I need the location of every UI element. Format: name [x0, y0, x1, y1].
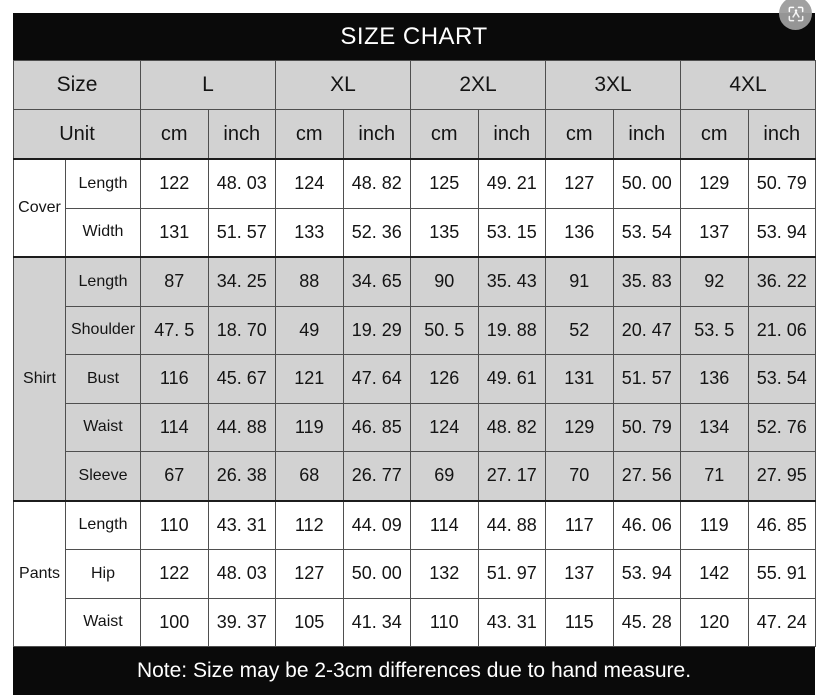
- value-cell: 51. 57: [613, 355, 681, 404]
- value-cell: 43. 31: [478, 598, 546, 647]
- value-cell: 136: [681, 355, 749, 404]
- value-cell: 136: [546, 208, 614, 257]
- value-cell: 41. 34: [343, 598, 411, 647]
- value-cell: 124: [276, 159, 344, 208]
- unit-cell: cm: [276, 110, 344, 160]
- value-cell: 92: [681, 257, 749, 306]
- size-table: [13, 60, 816, 647]
- value-cell: 114: [141, 403, 209, 452]
- value-cell: 26. 77: [343, 452, 411, 501]
- value-cell: 34. 25: [208, 257, 276, 306]
- value-cell: 51. 97: [478, 550, 546, 599]
- value-cell: 53. 54: [748, 355, 816, 404]
- size-chart-sheet: [13, 13, 815, 695]
- unit-cell: inch: [748, 110, 816, 160]
- size-header-label: Size: [14, 61, 141, 110]
- value-cell: 112: [276, 501, 344, 550]
- value-cell: 27. 95: [748, 452, 816, 501]
- measurement-label: Waist: [66, 403, 141, 452]
- value-cell: 52. 36: [343, 208, 411, 257]
- value-cell: 70: [546, 452, 614, 501]
- value-cell: 67: [141, 452, 209, 501]
- section-label-pants: Pants: [14, 501, 66, 647]
- value-cell: 44. 09: [343, 501, 411, 550]
- value-cell: 68: [276, 452, 344, 501]
- table-row: [14, 598, 816, 647]
- value-cell: 51. 57: [208, 208, 276, 257]
- value-cell: 35. 43: [478, 257, 546, 306]
- value-cell: 20. 47: [613, 306, 681, 355]
- value-cell: 131: [141, 208, 209, 257]
- table-row: [14, 403, 816, 452]
- value-cell: 53. 94: [748, 208, 816, 257]
- section-label-cover: Cover: [14, 159, 66, 257]
- unit-cell: cm: [681, 110, 749, 160]
- note-text: Note: Size may be 2-3cm differences due to hand measure.: [136, 659, 692, 682]
- value-cell: 69: [411, 452, 479, 501]
- value-cell: 87: [141, 257, 209, 306]
- value-cell: 105: [276, 598, 344, 647]
- table-row: [14, 257, 816, 306]
- value-cell: 47. 5: [141, 306, 209, 355]
- value-cell: 52. 76: [748, 403, 816, 452]
- unit-header-row: [14, 110, 816, 160]
- value-cell: 34. 65: [343, 257, 411, 306]
- section-label-shirt: Shirt: [14, 257, 66, 501]
- value-cell: 124: [411, 403, 479, 452]
- value-cell: 21. 06: [748, 306, 816, 355]
- value-cell: 49. 21: [478, 159, 546, 208]
- value-cell: 35. 83: [613, 257, 681, 306]
- table-row: [14, 159, 816, 208]
- value-cell: 45. 67: [208, 355, 276, 404]
- value-cell: 100: [141, 598, 209, 647]
- value-cell: 120: [681, 598, 749, 647]
- value-cell: 26. 38: [208, 452, 276, 501]
- value-cell: 46. 06: [613, 501, 681, 550]
- table-row: [14, 452, 816, 501]
- table-row: [14, 355, 816, 404]
- size-header-xl: XL: [276, 61, 411, 110]
- value-cell: 122: [141, 159, 209, 208]
- value-cell: 47. 24: [748, 598, 816, 647]
- value-cell: 18. 70: [208, 306, 276, 355]
- value-cell: 121: [276, 355, 344, 404]
- size-header-row: [14, 61, 816, 110]
- value-cell: 119: [276, 403, 344, 452]
- measurement-label: Width: [66, 208, 141, 257]
- value-cell: 134: [681, 403, 749, 452]
- unit-cell: inch: [613, 110, 681, 160]
- value-cell: 48. 03: [208, 550, 276, 599]
- value-cell: 91: [546, 257, 614, 306]
- value-cell: 142: [681, 550, 749, 599]
- image-search-icon: [786, 4, 806, 24]
- value-cell: 45. 28: [613, 598, 681, 647]
- table-row: [14, 208, 816, 257]
- value-cell: 19. 29: [343, 306, 411, 355]
- unit-cell: cm: [411, 110, 479, 160]
- value-cell: 48. 82: [343, 159, 411, 208]
- value-cell: 88: [276, 257, 344, 306]
- chart-title: SIZE CHART: [340, 22, 488, 50]
- value-cell: 52: [546, 306, 614, 355]
- table-row: [14, 501, 816, 550]
- value-cell: 125: [411, 159, 479, 208]
- value-cell: 126: [411, 355, 479, 404]
- unit-cell: inch: [208, 110, 276, 160]
- value-cell: 55. 91: [748, 550, 816, 599]
- size-header-3xl: 3XL: [546, 61, 681, 110]
- value-cell: 137: [681, 208, 749, 257]
- measurement-label: Length: [66, 159, 141, 208]
- value-cell: 50. 5: [411, 306, 479, 355]
- value-cell: 129: [681, 159, 749, 208]
- value-cell: 47. 64: [343, 355, 411, 404]
- unit-cell: cm: [546, 110, 614, 160]
- value-cell: 116: [141, 355, 209, 404]
- value-cell: 53. 54: [613, 208, 681, 257]
- measurement-label: Hip: [66, 550, 141, 599]
- size-table-body: [14, 159, 816, 647]
- value-cell: 122: [141, 550, 209, 599]
- value-cell: 19. 88: [478, 306, 546, 355]
- value-cell: 53. 94: [613, 550, 681, 599]
- value-cell: 50. 00: [343, 550, 411, 599]
- unit-cell: cm: [141, 110, 209, 160]
- value-cell: 44. 88: [478, 501, 546, 550]
- value-cell: 49: [276, 306, 344, 355]
- value-cell: 27. 56: [613, 452, 681, 501]
- unit-cell: inch: [343, 110, 411, 160]
- value-cell: 50. 79: [748, 159, 816, 208]
- value-cell: 49. 61: [478, 355, 546, 404]
- measurement-label: Length: [66, 257, 141, 306]
- value-cell: 48. 03: [208, 159, 276, 208]
- value-cell: 114: [411, 501, 479, 550]
- value-cell: 117: [546, 501, 614, 550]
- value-cell: 115: [546, 598, 614, 647]
- measurement-label: Shoulder: [66, 306, 141, 355]
- value-cell: 39. 37: [208, 598, 276, 647]
- value-cell: 133: [276, 208, 344, 257]
- value-cell: 135: [411, 208, 479, 257]
- value-cell: 50. 00: [613, 159, 681, 208]
- value-cell: 110: [411, 598, 479, 647]
- measurement-label: Length: [66, 501, 141, 550]
- unit-cell: inch: [478, 110, 546, 160]
- unit-header-label: Unit: [14, 110, 141, 160]
- value-cell: 127: [546, 159, 614, 208]
- size-header-2xl: 2XL: [411, 61, 546, 110]
- value-cell: 43. 31: [208, 501, 276, 550]
- value-cell: 46. 85: [343, 403, 411, 452]
- table-row: [14, 306, 816, 355]
- measurement-label: Waist: [66, 598, 141, 647]
- value-cell: 48. 82: [478, 403, 546, 452]
- measurement-label: Sleeve: [66, 452, 141, 501]
- value-cell: 110: [141, 501, 209, 550]
- note-bar: [13, 647, 815, 695]
- value-cell: 131: [546, 355, 614, 404]
- table-row: [14, 550, 816, 599]
- measurement-label: Bust: [66, 355, 141, 404]
- value-cell: 27. 17: [478, 452, 546, 501]
- size-header-4xl: 4XL: [681, 61, 816, 110]
- value-cell: 46. 85: [748, 501, 816, 550]
- value-cell: 137: [546, 550, 614, 599]
- value-cell: 53. 5: [681, 306, 749, 355]
- size-header-l: L: [141, 61, 276, 110]
- value-cell: 132: [411, 550, 479, 599]
- value-cell: 53. 15: [478, 208, 546, 257]
- value-cell: 127: [276, 550, 344, 599]
- value-cell: 44. 88: [208, 403, 276, 452]
- value-cell: 71: [681, 452, 749, 501]
- value-cell: 119: [681, 501, 749, 550]
- title-bar: [13, 13, 815, 60]
- value-cell: 90: [411, 257, 479, 306]
- value-cell: 50. 79: [613, 403, 681, 452]
- value-cell: 129: [546, 403, 614, 452]
- value-cell: 36. 22: [748, 257, 816, 306]
